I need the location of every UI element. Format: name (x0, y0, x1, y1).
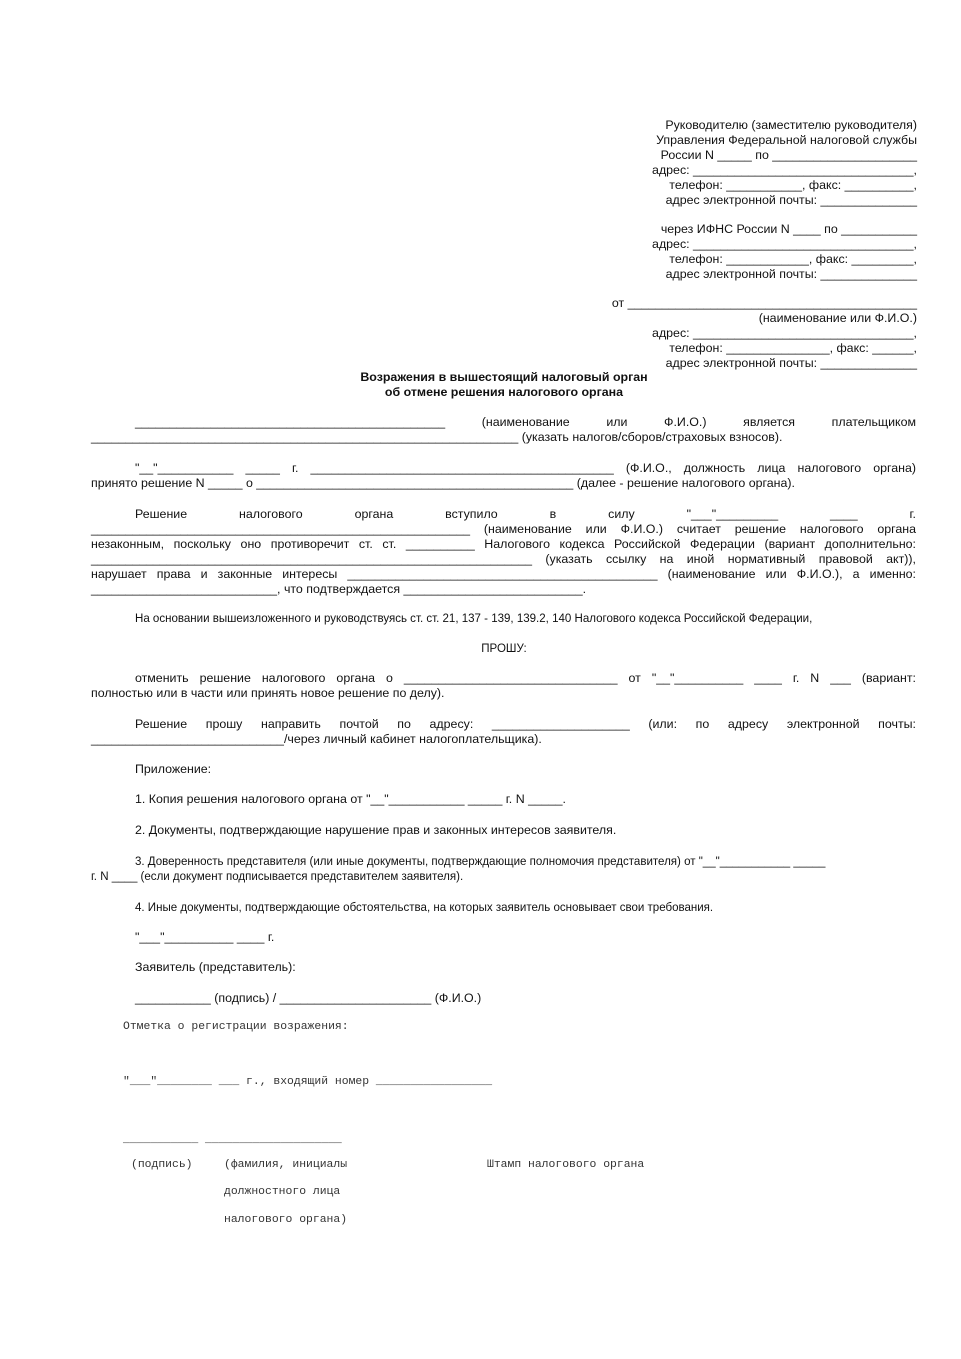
addressee-line: Руководителю (заместителю руководителя) (665, 118, 917, 132)
title-line-1: Возражения в вышестоящий налоговый орган (360, 370, 648, 384)
taxpayer-line-1[interactable]: _____________________________________________ (наименование или Ф.И.О.) является плательщиком (135, 415, 916, 429)
registration-date-number-field[interactable]: "___"________ ___ г., входящий номер _________________ (123, 1076, 493, 1088)
registration-heading: Отметка о регистрации возражения: (123, 1021, 349, 1033)
request-heading: ПРОШУ: (481, 641, 527, 655)
addressee-address-field[interactable]: адрес: ________________________________, (652, 163, 917, 177)
attachment-item-1[interactable]: 1. Копия решения налогового органа от "__"___________ _____ г. N _____. (135, 792, 566, 806)
registration-signature-hint: (подпись) (131, 1159, 193, 1171)
addressee-line: Управления Федеральной налоговой службы (656, 133, 917, 147)
attachment-item-3-line-1[interactable]: 3. Доверенность представителя (или иные документы, подтверждающие полномочия представителя) от "__"___________ _____ (135, 854, 826, 868)
attachment-item-3-line-2[interactable]: г. N ____ (если документ подписывается представителем заявителя). (91, 869, 464, 883)
via-ifns-field[interactable]: через ИФНС России N ____ по ___________ (660, 222, 917, 236)
taxpayer-line-2[interactable]: ______________________________________________________________ (указать налогов/сборов/страховых взносов). (91, 430, 783, 444)
stamp-label: Штамп налогового органа (487, 1159, 645, 1171)
via-phone-fax-field[interactable]: телефон: ____________, факс: _________, (669, 252, 917, 266)
decision-line-2[interactable]: принято решение N _____ о ______________________________________________ (далее - решение налогового органа). (91, 476, 795, 490)
request-cancel-line-2: полностью или в части или принять новое решение по делу). (91, 686, 445, 700)
request-delivery-line-2[interactable]: ____________________________/через личный кабинет налогоплательщика). (91, 732, 542, 746)
registration-name-hint-1: (фамилия, инициалы (224, 1159, 348, 1171)
objection-line-4[interactable]: ________________________________________________________________ (указать ссылку на иной нормативный правовой акт)), (91, 552, 916, 566)
legal-basis-text: На основании вышеизложенного и руководствуясь ст. ст. 21, 137 - 139, 139.2, 140 Налогового кодекса Российской Федерации, (135, 611, 813, 625)
via-email-field[interactable]: адрес электронной почты: ______________ (665, 267, 917, 281)
applicant-signature-field[interactable]: ___________ (подпись) / ______________________ (Ф.И.О.) (135, 991, 482, 1005)
addressee-region-field[interactable]: России N _____ по _____________________ (660, 148, 917, 162)
sender-address-field[interactable]: адрес: ________________________________, (652, 326, 917, 340)
title-line-2: об отмене решения налогового органа (384, 385, 624, 399)
attachments-heading: Приложение: (135, 762, 212, 776)
decision-line-1[interactable]: "__"___________ _____ г. ____________________________________________ (Ф.И.О., должность лица налогового органа) (135, 461, 916, 475)
request-delivery-line-1[interactable]: Решение прошу направить почтой по адресу: ____________________ (или: по адресу электронной почты: (135, 717, 916, 731)
objection-line-2[interactable]: _______________________________________________________ (наименование или Ф.И.О.) считает решение налогового органа (91, 522, 916, 536)
objection-line-5[interactable]: нарушает права и законные интересы _____________________________________________ (наименование или Ф.И.О.), а именно: (91, 567, 916, 581)
attachment-item-2: 2. Документы, подтверждающие нарушение прав и законных интересов заявителя. (135, 823, 617, 837)
objection-line-3[interactable]: незаконным, поскольку оно противоречит ст. ст. __________ Налогового кодекса Российской Федерации (вариант дополнительно: (91, 537, 916, 551)
applicant-label: Заявитель (представитель): (135, 960, 296, 974)
signature-date-field[interactable]: "___"__________ ____ г. (135, 930, 275, 944)
objection-line-6[interactable]: ___________________________, что подтверждается __________________________. (91, 582, 587, 596)
via-address-field[interactable]: адрес: ________________________________, (652, 237, 917, 251)
sender-name-field[interactable]: от __________________________________________ (611, 296, 917, 310)
sender-email-field[interactable]: адрес электронной почты: ______________ (665, 356, 917, 370)
addressee-phone-fax-field[interactable]: телефон: ___________, факс: __________, (669, 178, 917, 192)
objection-line-1[interactable]: Решение налогового органа вступило в силу "___"_________ ____ г. (135, 507, 916, 521)
sender-phone-fax-field[interactable]: телефон: _______________, факс: ______, (669, 341, 917, 355)
addressee-email-field[interactable]: адрес электронной почты: ______________ (665, 193, 917, 207)
attachment-item-4: 4. Иные документы, подтверждающие обстоятельства, на которых заявитель основывает свои требования. (135, 900, 714, 914)
registration-name-hint-2: должностного лица (224, 1186, 341, 1198)
registration-name-hint-3: налогового органа) (224, 1214, 348, 1226)
registration-signature-lines[interactable]: ___________ ____________________ (123, 1134, 342, 1146)
sender-name-hint: (наименование или Ф.И.О.) (758, 311, 917, 325)
request-cancel-line-1[interactable]: отменить решение налогового органа о _______________________________ от "__"__________ ____ г. N ___ (вариант: (135, 671, 916, 685)
